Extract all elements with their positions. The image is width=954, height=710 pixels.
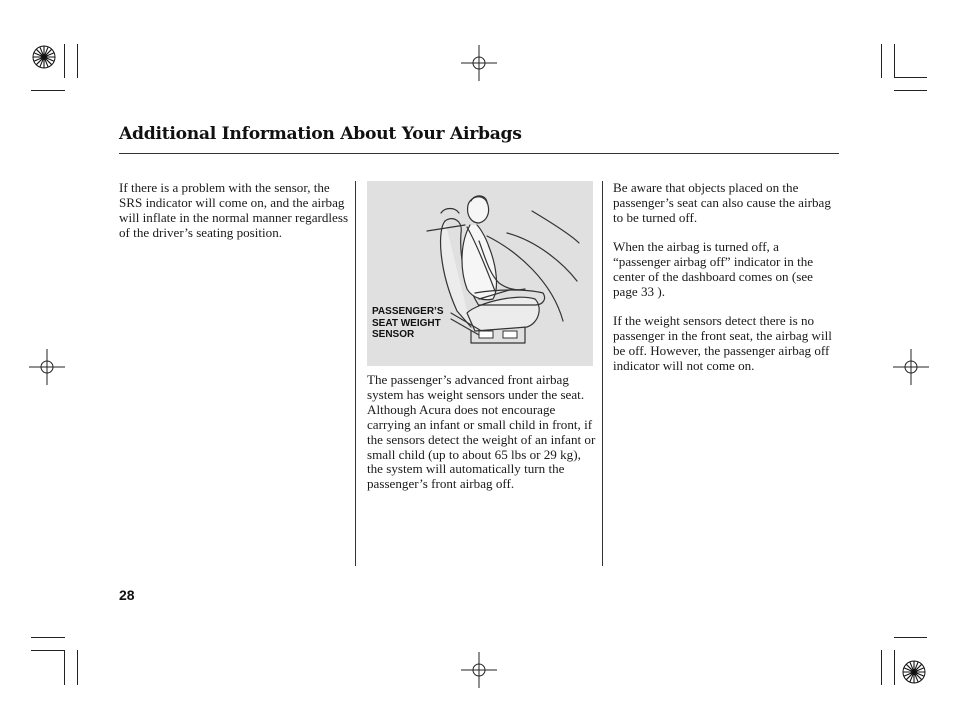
crop-mark-icon (894, 650, 895, 685)
crop-mark-icon (881, 650, 882, 685)
middle-column-paragraph: The passenger’s advanced front airbag system has weight sensors under the seat. Although Acura does not encourage carrying an infant or small child in front, if the sensors detect the weight of an infant or small child (up to about 65 lbs or 29 kg), the system will automatically turn the passenger’s front airbag off. (367, 372, 596, 492)
title-rule (119, 153, 839, 154)
crop-mark-icon (881, 44, 882, 78)
crosshair-icon (893, 349, 929, 385)
crop-mark-icon (31, 650, 65, 651)
page-title: Additional Information About Your Airbags (119, 124, 522, 144)
crosshair-icon (461, 45, 497, 81)
column-divider-left (355, 181, 356, 566)
figure-label (372, 306, 444, 341)
crop-mark-icon (894, 77, 927, 78)
crop-mark-icon (894, 44, 895, 78)
page-number: 28 (119, 587, 135, 603)
column-divider-right (602, 181, 603, 566)
right-column-paragraph: If the weight sensors detect there is no passenger in the front seat, the airbag will be off. However, the passenger airbag off indicator will not come on. (613, 313, 832, 373)
crop-mark-icon (64, 44, 65, 78)
crop-mark-icon (894, 637, 927, 638)
weight-sensor-icon (479, 331, 517, 338)
figure-label-line: SEAT WEIGHT (372, 317, 441, 329)
crop-mark-icon (77, 650, 78, 685)
crosshair-icon (461, 652, 497, 688)
registration-sunburst-icon (32, 45, 56, 69)
crosshair-icon (29, 349, 65, 385)
crop-mark-icon (64, 650, 65, 685)
crop-mark-icon (31, 90, 65, 91)
right-column-paragraph: When the airbag is turned off, a “passenger airbag off” indicator in the center of the dashboard comes on (see page 33 ). (613, 239, 814, 299)
registration-sunburst-icon (902, 660, 926, 684)
left-column-paragraph: If there is a problem with the sensor, the SRS indicator will come on, and the airbag will inflate in the normal manner regardless of the driver’s seating position. (119, 180, 349, 240)
crop-mark-icon (894, 90, 927, 91)
airbag-seat-sensor-figure (367, 181, 593, 366)
crop-mark-icon (77, 44, 78, 78)
figure-label-line: PASSENGER’S (372, 306, 444, 317)
right-column-paragraph: Be aware that objects placed on the passenger’s seat can also cause the airbag to be turned off. (613, 180, 831, 225)
dashboard-outline (532, 211, 579, 243)
crop-mark-icon (31, 637, 65, 638)
figure-label-line: SENSOR (372, 329, 415, 340)
